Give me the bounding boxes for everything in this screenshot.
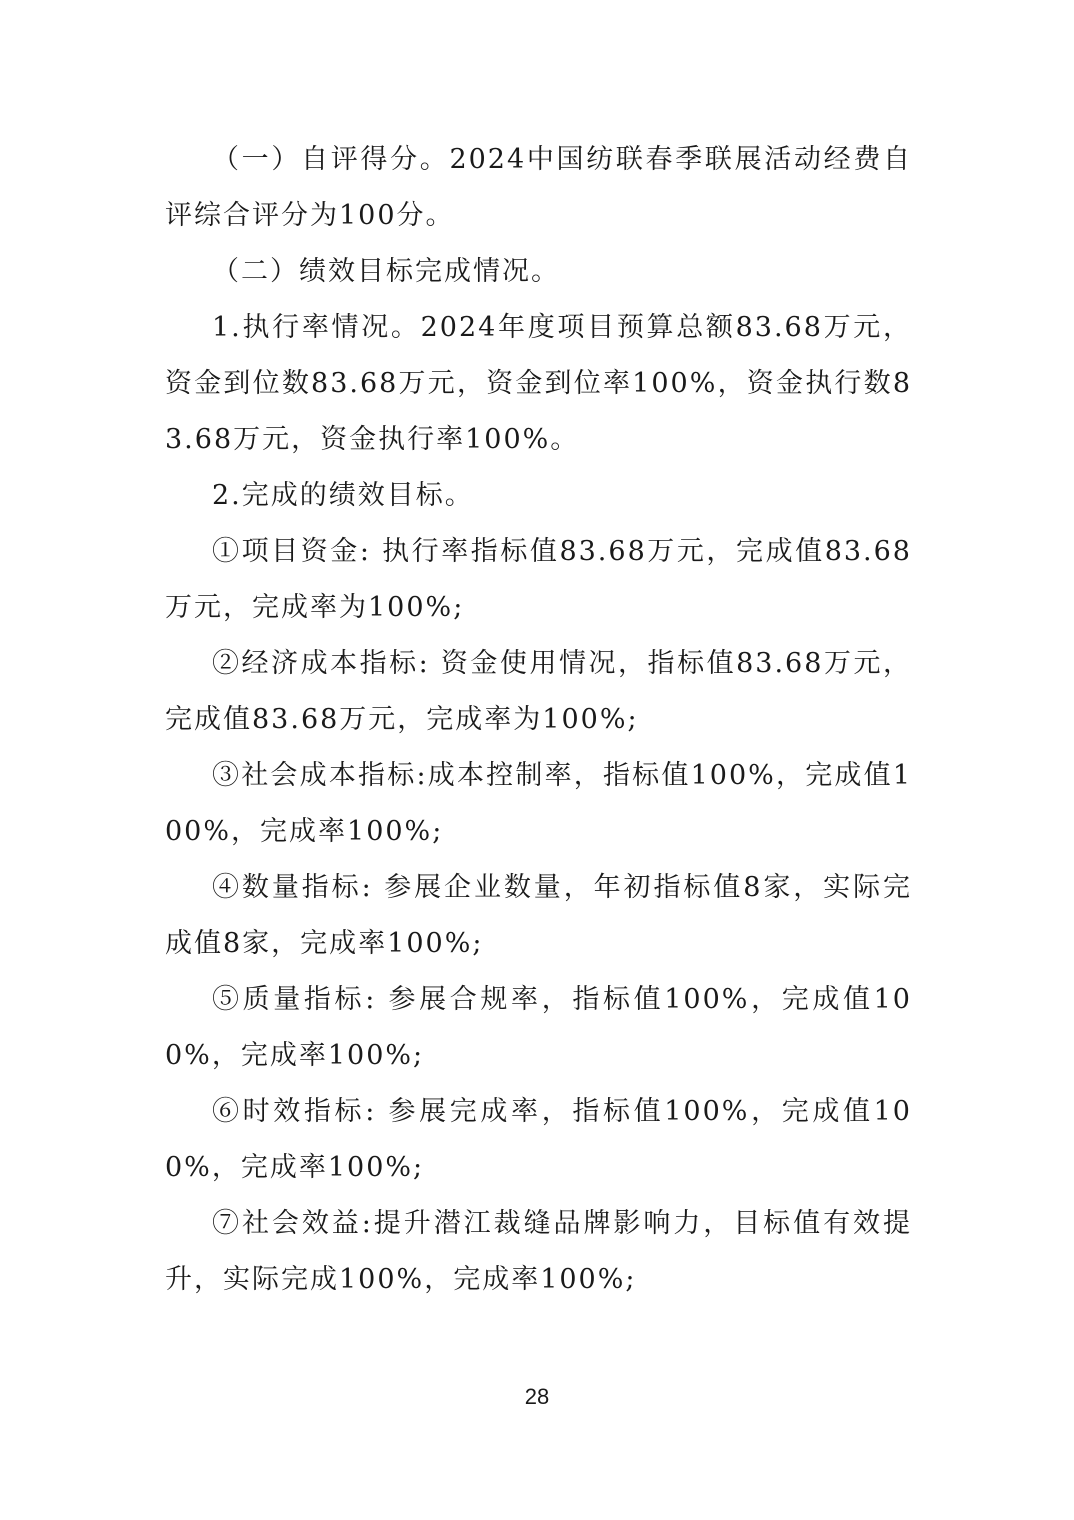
paragraph-item-2-economic-cost: ②经济成本指标: 资金使用情况，指标值83.68万元，完成值83.68万元，完成率为100%; <box>165 648 912 735</box>
paragraph-item-5-quality: ⑤质量指标: 参展合规率，指标值100%，完成值100%，完成率100%; <box>165 984 912 1071</box>
paragraph-item-3-social-cost: ③社会成本指标:成本控制率，指标值100%，完成值100%，完成率100%; <box>165 760 912 847</box>
paragraph-self-evaluation-score: （一）自评得分。2024中国纺联春季联展活动经费自评综合评分为100分。 <box>165 144 912 231</box>
paragraph-item-4-quantity: ④数量指标: 参展企业数量，年初指标值8家，实际完成值8家，完成率100%; <box>165 872 912 959</box>
paragraph-execution-rate: 1.执行率情况。2024年度项目预算总额83.68万元，资金到位数83.68万元，资金到位率100%，资金执行数83.68万元，资金执行率100%。 <box>165 312 912 455</box>
paragraph-goal-completion-heading: （二）绩效目标完成情况。 <box>212 256 560 287</box>
paragraph-completed-goals-heading: 2.完成的绩效目标。 <box>212 480 474 511</box>
paragraph-item-6-timeliness: ⑥时效指标: 参展完成率，指标值100%，完成值100%，完成率100%; <box>165 1096 912 1183</box>
page-number: 28 <box>524 1384 550 1409</box>
paragraph-item-1-project-funds: ①项目资金: 执行率指标值83.68万元，完成值83.68万元，完成率为100%; <box>165 536 912 623</box>
document-body <box>165 132 912 1308</box>
paragraph-item-7-social-benefit: ⑦社会效益:提升潜江裁缝品牌影响力，目标值有效提升，实际完成100%，完成率100%; <box>165 1208 912 1295</box>
